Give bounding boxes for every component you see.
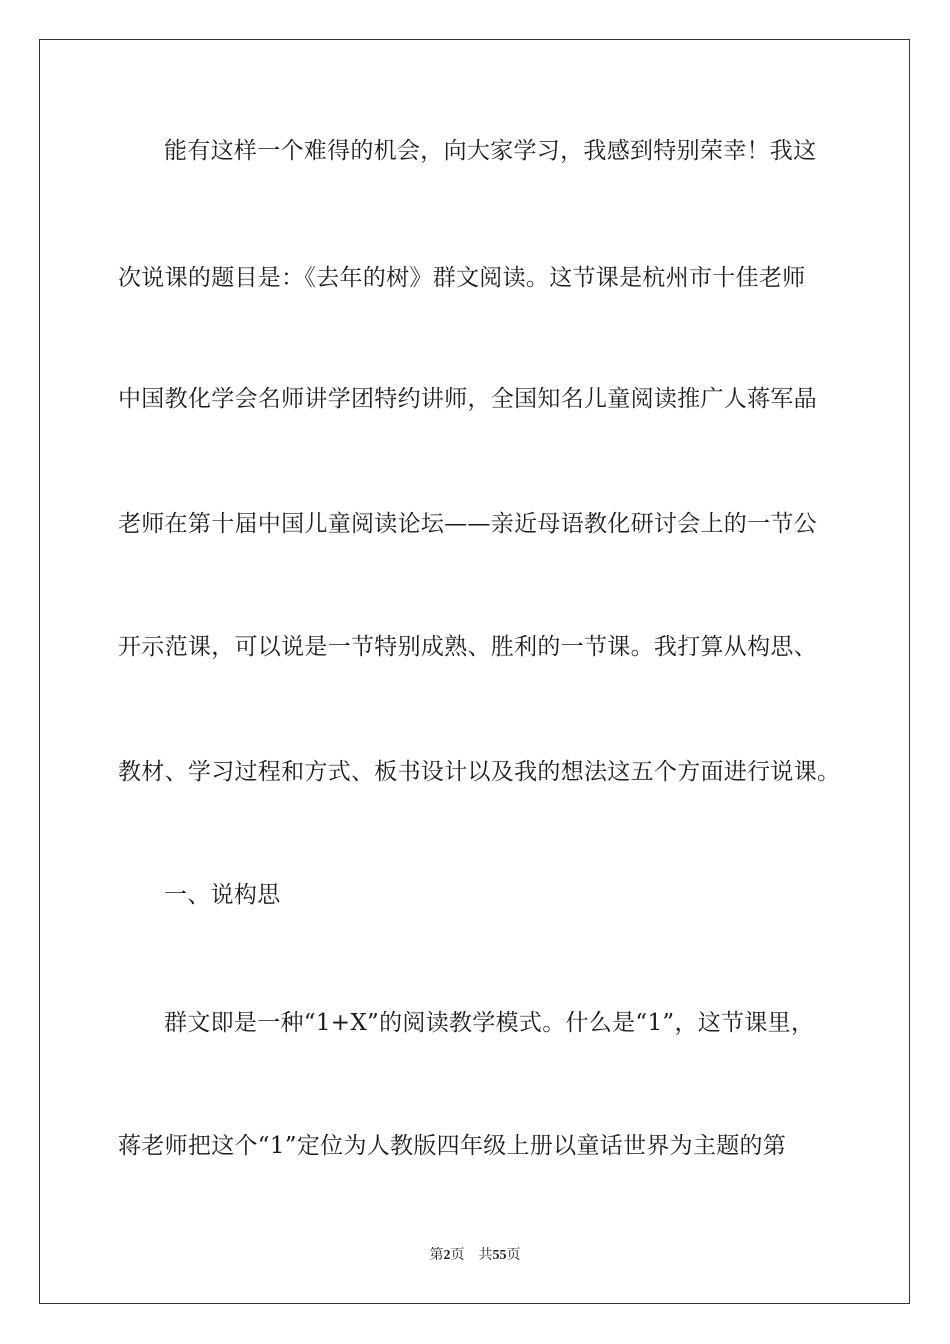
paragraph-1-line-3: 中国教化学会名师讲学团特约讲师，全国知名儿童阅读推广人蒋军晶 — [118, 386, 817, 412]
total-prefix: 共 — [478, 1247, 493, 1263]
paragraph-1-line-1: 能有这样一个难得的机会，向大家学习，我感到特别荣幸！我这 — [164, 138, 817, 164]
section-heading: 一、说构思 — [164, 882, 281, 908]
paragraph-1-line-4: 老师在第十届中国儿童阅读论坛——亲近母语教化研讨会上的一节公 — [118, 511, 817, 537]
total-suffix: 页 — [506, 1247, 521, 1263]
total-pages: 55 — [492, 1248, 507, 1263]
paragraph-1-line-6: 教材、学习过程和方式、板书设计以及我的想法这五个方面进行说课。 — [118, 759, 841, 785]
page-footer — [0, 1246, 950, 1265]
page-border — [39, 39, 910, 1304]
page-prefix: 第 — [429, 1247, 444, 1263]
paragraph-1-line-5: 开示范课，可以说是一节特别成熟、胜利的一节课。我打算从构思、 — [118, 634, 817, 660]
page-number: 2 — [443, 1248, 451, 1263]
paragraph-2-line-2: 蒋老师把这个“1”定位为人教版四年级上册以童话世界为主题的第 — [118, 1133, 787, 1159]
paragraph-2-line-1: 群文即是一种“1+X”的阅读教学模式。什么是“1”，这节课里， — [164, 1010, 815, 1036]
page-suffix: 页 — [450, 1247, 465, 1263]
paragraph-1-line-2: 次说课的题目是：《去年的树》群文阅读。这节课是杭州市十佳老师 — [118, 265, 806, 291]
